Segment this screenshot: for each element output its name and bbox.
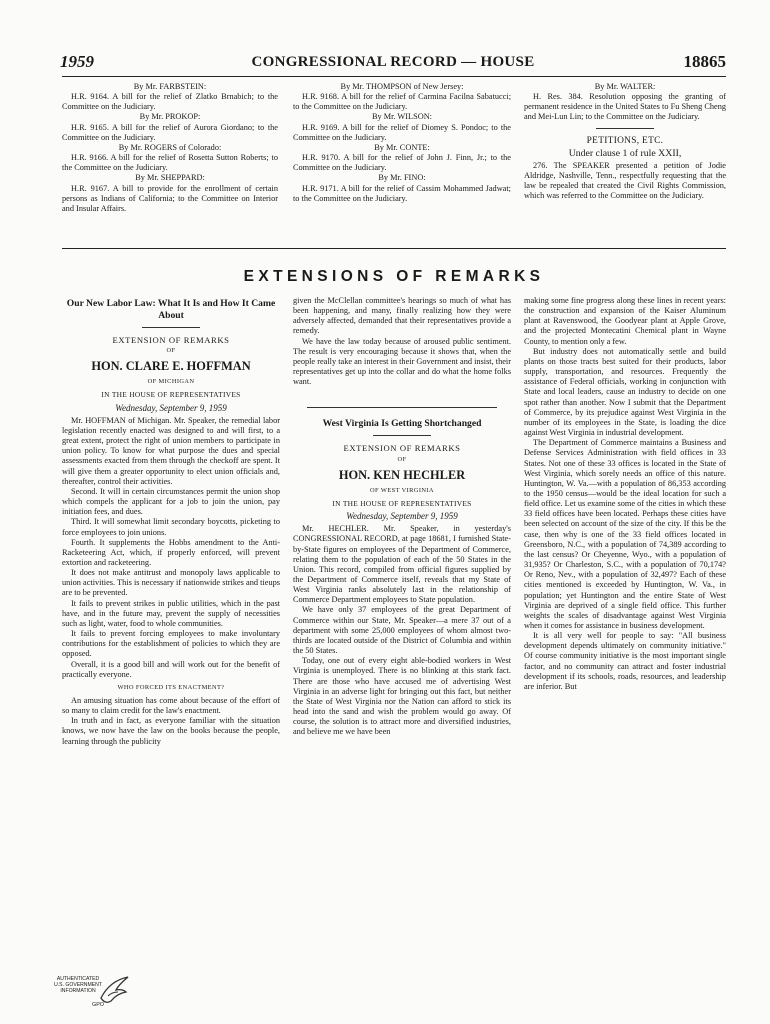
under-clause-line: Under clause 1 of rule XXII, <box>568 147 682 159</box>
seal-line: U.S. GOVERNMENT <box>54 982 102 988</box>
house-label: IN THE HOUSE OF REPRESENTATIVES <box>332 498 472 508</box>
paragraph: It fails to prevent forcing employees to make involuntary contributions for the establishment of policies to which they are opposed. <box>62 629 280 659</box>
house-label: IN THE HOUSE OF REPRESENTATIVES <box>101 390 241 400</box>
extension-of-remarks-label: EXTENSION OF REMARKS <box>343 443 461 454</box>
page-header <box>60 52 726 74</box>
bill-text: H.R. 9171. A bill for the relief of Cassim Mohammed Jadwat; to the Committee on the Judiciary. <box>293 183 511 203</box>
bills-column-3 <box>524 82 726 202</box>
speaker-state: OF WEST VIRGINIA <box>370 486 434 494</box>
column-3 <box>524 296 726 692</box>
paragraph: We have the law today because of aroused public sentiment. The result is very encouraging because it shows that, when the people really take an interest in their Government and insist, their representatives get up into the collar and do what the home folks want. <box>293 336 511 387</box>
of-label: OF <box>397 455 407 463</box>
bill-text: H.R. 9168. A bill for the relief of Carmina Facilna Sabatucci; to the Committee on the Judiciary. <box>293 92 511 112</box>
paragraph: We have only 37 employees of the great Department of Commerce within our State, Mr. Speaker—a mere 37 out of a department with some 25,000 employees of whom almost two-thirds are located outside of the District of Columbia and within the 50 States. <box>293 605 511 656</box>
paragraph: It does not make antitrust and monopoly laws applicable to union activities. This is necessary if nationwide strikes and tieups are to be prevented. <box>62 568 280 598</box>
bills-column-1 <box>62 82 278 214</box>
article-1-title: Our New Labor Law: What It Is and How It Came About <box>66 298 276 321</box>
seal-text <box>52 976 104 994</box>
paragraph: But industry does not automatically settle and build plants on those tracts best suited for their products, labor supply, transportation, and resources. Frequently the assistance of Federal officials, working in conjunction with State and local leaders, cause an industry to decide on one spot rather than another. Now I submit that the Department of Commerce, by its prejudice against West Virginia in the number of its employees in the State, is loading the dice against West Virginia in industrial development. <box>524 346 726 438</box>
gpo-authentication-seal <box>52 974 142 1010</box>
paragraph: Today, one out of every eight able-bodied workers in West Virginia is unemployed. There is no blinking at this stark fact. There are those who have accused me of advertising West Virginia in an adverse light for bringing out this fact, but neither the State of West Virginia nor the Nation can afford to stick its head into the sand and wish the problem would go away. Of course, the solution is to attract more and diversified industries, and believe me we have been <box>293 656 511 737</box>
paragraph: Overall, it is a good bill and will work out for the benefit of practically everyone. <box>62 659 280 679</box>
article-1-column-1 <box>62 296 280 747</box>
paragraph: Mr. HOFFMAN of Michigan. Mr. Speaker, the remedial labor legislation recently enacted was designed to and will first, to a great extent, protect the right of union members to participate in union policy. To know for what purpose the dues and special assessments exacted from them through the checkoff are spent. It will give them a greater opportunity to elect union officials and, thereafter, control their activities. <box>62 415 280 486</box>
article-divider <box>307 407 497 408</box>
column-2 <box>293 296 511 737</box>
gpo-label: GPO <box>92 1002 104 1008</box>
bill-sponsor: By Mr. FINO: <box>378 173 426 183</box>
article-1-speaker-name: HON. CLARE E. HOFFMAN <box>91 359 251 374</box>
bill-text: H.R. 9167. A bill to provide for the enrollment of certain persons as Indians of California; to the Committee on Interior and Insular Affairs. <box>62 183 278 213</box>
subheading: WHO FORCED ITS ENACTMENT? <box>117 683 225 691</box>
paragraph: Second. It will in certain circumstances permit the union shop which compels the applicant for a job to join the union, pay initiation fees, and dues. <box>62 486 280 517</box>
header-title: CONGRESSIONAL RECORD — HOUSE <box>251 54 535 70</box>
bill-sponsor: By Mr. WALTER: <box>594 82 656 91</box>
paragraph: Third. It will somewhat limit secondary boycotts, picketing to force employees to join unions. <box>62 517 280 537</box>
title-divider <box>142 327 200 328</box>
petitions-heading: PETITIONS, ETC. <box>586 135 664 146</box>
bill-sponsor: By Mr. PROKOP: <box>139 112 201 122</box>
bills-column-2 <box>293 82 511 204</box>
bill-text: H.R. 9166. A bill for the relief of Rosetta Sutton Roberts; to the Committee on the Judiciary. <box>62 153 278 173</box>
section-rule <box>62 248 726 249</box>
paragraph: given the McClellan committee's hearings so much of what has been happening, and many, finally realizing how they were adversely affected, demanded that their representatives provide a remedy. <box>293 296 511 336</box>
seal-line: INFORMATION <box>60 988 96 994</box>
seal-line: AUTHENTICATED <box>56 976 100 982</box>
header-year: 1959 <box>60 52 94 71</box>
of-label: OF <box>166 347 176 355</box>
bill-sponsor: By Mr. FARBSTEIN: <box>133 82 207 91</box>
resolution-text: H. Res. 384. Resolution opposing the granting of permanent residence in the United States to Fu Sheng Cheng and Mei-Lun Lin; to the Committee on the Judiciary. <box>524 92 726 122</box>
paragraph: It fails to prevent strikes in public utilities, which in the past have, and in the future may, prevent the supply of necessities such as light, water, food to whole communities. <box>62 598 280 628</box>
bill-text: H.R. 9164. A bill for the relief of Zlatko Brnabich; to the Committee on the Judiciary. <box>62 92 278 112</box>
article-1-date: Wednesday, September 9, 1959 <box>115 402 227 413</box>
bill-sponsor: By Mr. CONTE: <box>374 142 430 152</box>
bill-sponsor: By Mr. SHEPPARD: <box>135 173 205 183</box>
paragraph: An amusing situation has come about because of the effort of so many to claim credit for the law's enactment. <box>62 696 280 716</box>
bill-text: H.R. 9170. A bill for the relief of John J. Finn, Jr.; to the Committee on the Judiciary. <box>293 153 511 173</box>
bill-sponsor: By Mr. THOMPSON of New Jersey: <box>340 82 464 91</box>
header-rule <box>62 76 726 77</box>
bill-sponsor: By Mr. ROGERS of Colorado: <box>118 142 222 152</box>
paragraph: The Department of Commerce maintains a Business and Defense Services Administration with field offices in 33 States. Not one of these 33 offices is located in the State of West Virginia, which sorely needs an office of this nature. Huntington, W. Va.—with a population of 86,353 according to the 1950 census—would be the ideal location for such a field office. Let us examine some of the cities in which these 33 field offices have been located. Perhaps these cities have been selected on account of the size of the city. If this be the case, then why is one of the 33 field offices located in Greensboro, N.C., with a population of 74,389 according to the last census? Or Cheyenne, Wyo., with a population of 31,935? Or Charleston, S.C., with a population of 70,174? Or Reno, Nev., with a population of 32,497? Each of these cities mentioned is exceeded by Huntington, W. Va., in population; yet Huntington and the entire State of West Virginia are deprived of a single field office. This further weights the scales of disadvantage against West Virginia when it comes for assistance in business development. <box>524 438 726 630</box>
article-2-date: Wednesday, September 9, 1959 <box>346 511 458 522</box>
extension-of-remarks-label: EXTENSION OF REMARKS <box>112 335 230 345</box>
paragraph: making some fine progress along these lines in recent years: the construction and expansion of the Kaiser Aluminum plant at Ravenswood, the Goodyear plant at Apple Grove, and the projected Montecatini Chemical plant in Wayne County, to mention only a few. <box>524 296 726 346</box>
header-page-number: 18865 <box>683 52 726 71</box>
bill-sponsor: By Mr. WILSON: <box>371 112 432 122</box>
extensions-heading: EXTENSIONS OF REMARKS <box>243 268 545 285</box>
bill-text: H.R. 9169. A bill for the relief of Diomey S. Pondoc; to the Committee on the Judiciary. <box>293 122 511 142</box>
speaker-state: OF MICHIGAN <box>147 378 195 386</box>
title-divider <box>373 435 431 436</box>
article-2-title: West Virginia Is Getting Shortchanged <box>322 418 482 430</box>
petition-text: 276. The SPEAKER presented a petition of Jodie Aldridge, Nashville, Tenn., respectfully requesting that the law be repealed that created the Civil Rights Commission, which was referred to the Committee on the Judiciary. <box>524 160 726 201</box>
paragraph: It is all very well for people to say: "All business development depends ultimately on community initiative." Of course community initiative is the most important single factor, and no community can attract and foster industrial development if its schools, roads, resources, and leadership are inferior. But <box>524 631 726 691</box>
paragraph: In truth and in fact, as everyone familiar with the situation knows, we now have the law on the books because the people, learning through the publicity <box>62 716 280 746</box>
bill-text: H.R. 9165. A bill for the relief of Aurora Giordano; to the Committee on the Judiciary. <box>62 122 278 142</box>
paragraph: Fourth. It supplements the Hobbs amendment to the Anti-Racketeering Act, which, if properly enforced, will prevent extortion and racketeering. <box>62 537 280 567</box>
paragraph: Mr. HECHLER. Mr. Speaker, in yesterday's CONGRESSIONAL RECORD, at page 18681, I furnished State-by-State figures on employees of the Department of Commerce, relating them to the population of each of the 50 States in the Union. This record, compiled from official figures supplied by the Department of Commerce itself, reveals that my State of West Virginia ranks absolutely last in the relationship of Commerce Department employees to State population. <box>293 524 511 605</box>
article-2-speaker-name: HON. KEN HECHLER <box>338 467 466 482</box>
section-divider <box>596 128 654 129</box>
